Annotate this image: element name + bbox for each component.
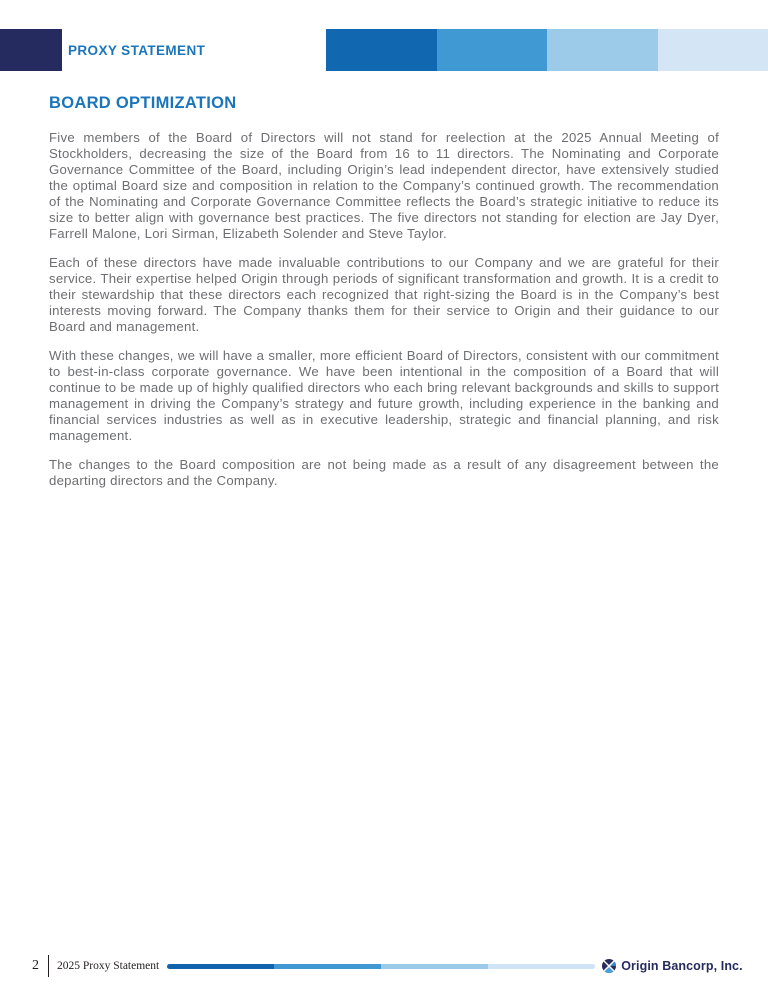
footer-doc-label: 2025 Proxy Statement: [57, 960, 160, 972]
origin-logo-icon: [602, 959, 616, 973]
footer-bar-segment-2: [274, 964, 381, 969]
page-number: 2: [32, 958, 39, 973]
header-bar-segment-4: [658, 29, 768, 71]
page-footer: [0, 953, 768, 979]
footer-bar-segment-3: [381, 964, 488, 969]
header-bar-segment-3: [547, 29, 658, 71]
footer-bar-segment-4: [488, 964, 595, 969]
footer-bar-segment-1: [167, 964, 274, 969]
footer-company-name: Origin Bancorp, Inc.: [621, 959, 743, 973]
header-bar-segment-1: [326, 29, 437, 71]
paragraph-smaller-board: With these changes, we will have a smaller, more efficient Board of Directors, consistent with our commitment to best-in-class corporate governance. We have been intentional in the composition of a Board that will continue to be made up of highly qualified directors who each bring relevant backgrounds and skills to support management in driving the Company’s strategy and future growth, including experience in the banking and financial services industries as well as in executive leadership, strategic and financial planning, and risk management.: [49, 348, 719, 443]
header-kicker: PROXY STATEMENT: [68, 43, 206, 58]
paragraph-board-reelection: Five members of the Board of Directors will not stand for reelection at the 2025 Annual Meeting of Stockholders, decreasing the size of the Board from 16 to 11 directors. The Nominating and Corporate Governance Committee of the Board, including Origin’s lead independent director, have extensively studied the optimal Board size and composition in relation to the Company’s continued growth. The recommendation of the Nominating and Corporate Governance Committee reflects the Board’s strategic initiative to reduce its size to better align with governance best practices. The five directors not standing for election are Jay Dyer, Farrell Malone, Lori Sirman, Elizabeth Solender and Steve Taylor.: [49, 130, 719, 241]
section-title: BOARD OPTIMIZATION: [49, 94, 237, 112]
header-bar-segment-2: [437, 29, 548, 71]
footer-gradient-bar: [167, 964, 595, 969]
paragraph-no-disagreement: The changes to the Board composition are not being made as a result of any disagreement between the departing directors and the Company.: [49, 457, 719, 488]
paragraph-director-contributions: Each of these directors have made invaluable contributions to our Company and we are grateful for their service. Their expertise helped Origin through periods of significant transformation and growth. It is a credit to their stewardship that these directors each recognized that right-sizing the Board is in the Company’s best interests moving forward. The Company thanks them for their service to Origin and their guidance to our Board and management.: [49, 255, 719, 334]
footer-divider: [48, 955, 49, 977]
document-body: [49, 94, 719, 489]
header-navy-block: [0, 29, 62, 71]
header-gradient-bar: [326, 29, 768, 71]
